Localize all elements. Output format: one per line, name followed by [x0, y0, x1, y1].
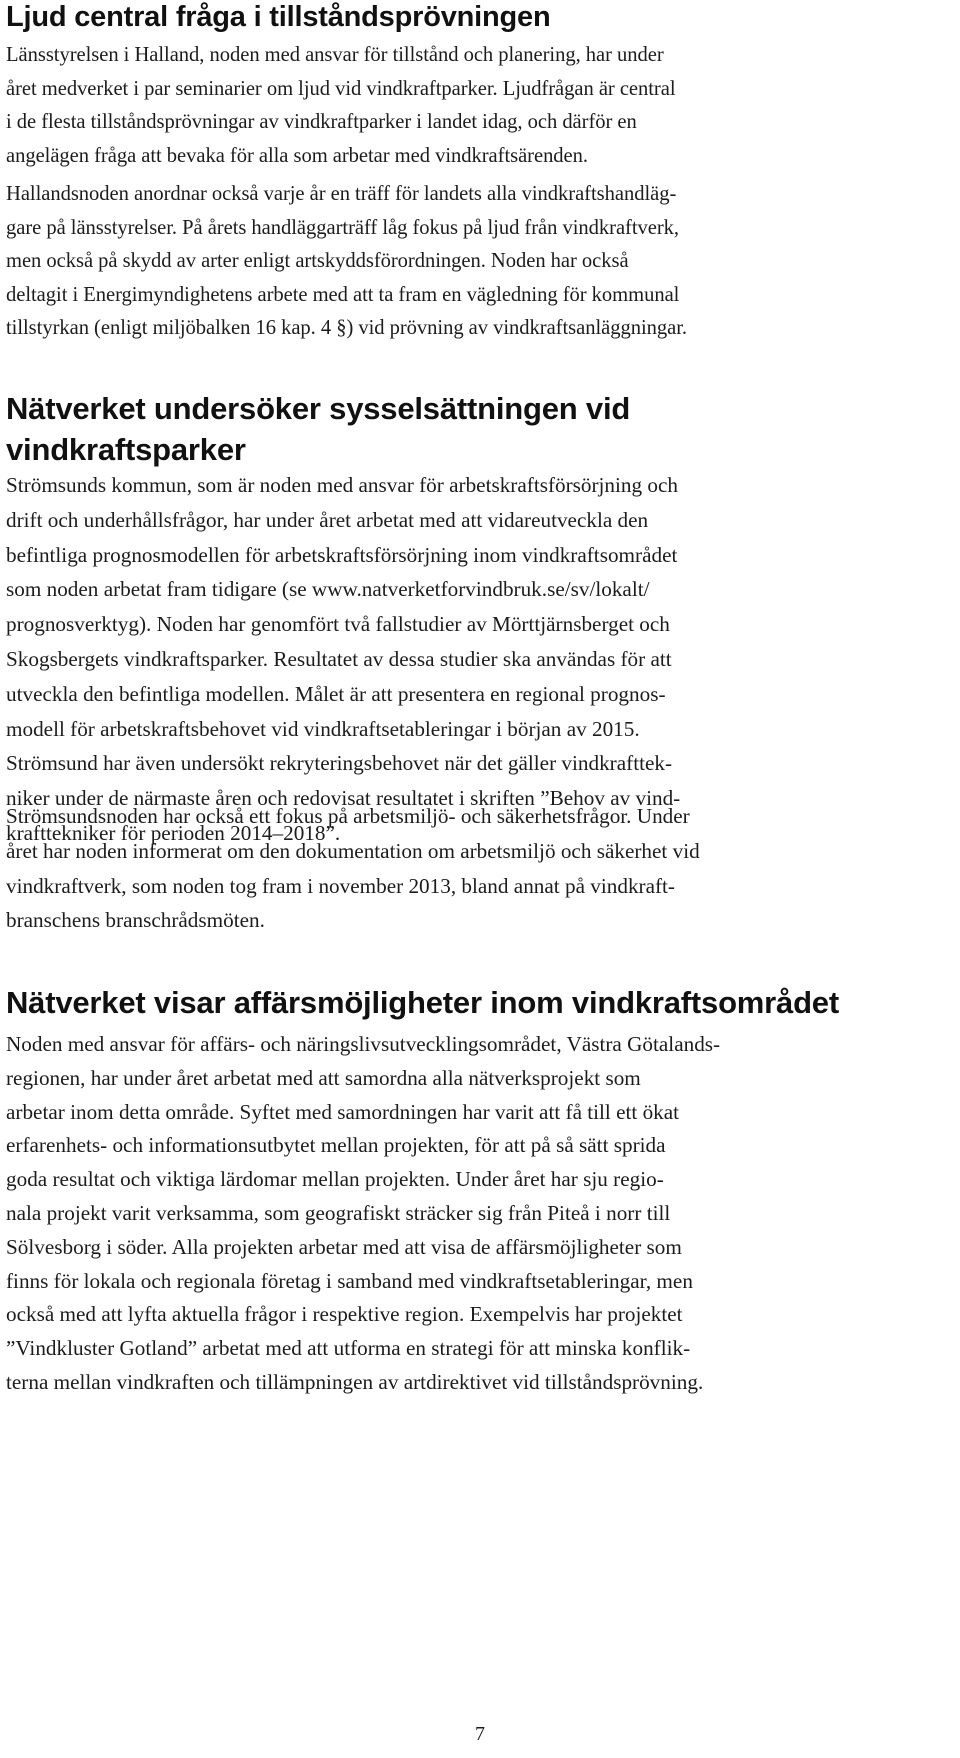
- section-heading-ljud: Ljud central fråga i tillståndsprövningen: [6, 1, 551, 33]
- section-paragraph: Strömsundsnoden har också ett fokus på arbetsmiljö- och säkerhetsfrågor. Under året har noden informerat om den dokumentation om arbetsmiljö och säkerhet vid vindkraftverk, som noden tog fram i november 2013, bland annat på vindkraft- branschens branschrådsmöten.: [6, 804, 700, 933]
- section-paragraph: Strömsunds kommun, som är noden med ansvar för arbetskraftsförsörjning och drift och underhållsfrågor, har under året arbetat med att vidareutveckla den befintliga prognosmodellen för arbetskraftsförsörjning inom vindkraftsområdet som noden arbetat fram tidigare (se www.natverketforvindbruk.se/sv/lokalt/ prognosverktyg). Noden har genomfört två fallstudier av Mörttjärnsberget och Skogsbergets vindkraftsparker. Resultatet av dessa studier ska användas för att utveckla den befintliga modellen. Målet är att presentera en regional prognos- modell för arbetskraftsbehovet vid vindkraftsetableringar i början av 2015. Strömsund har även undersökt rekryteringsbehovet när det gäller vindkrafttek- niker under de närmaste åren och redovisat resultatet i skriften ”Behov av vind- krafttekniker för perioden 2014–2018”.: [6, 473, 681, 845]
- section-paragraph: Länsstyrelsen i Halland, noden med ansvar för tillstånd och planering, har under året medverket i par seminarier om ljud vid vindkraftparker. Ljudfrågan är central i de flesta tillståndsprövningar av vindkraftparker i landet idag, och därför en angelägen fråga att bevaka för alla som arbetar med vindkraftsärenden.: [6, 44, 676, 167]
- section-paragraph: Hallandsnoden anordnar också varje år en träff för landets alla vindkraftshandläg- gare på länsstyrelser. På årets handläggarträff låg fokus på ljud från vindkraftverk, men också på skydd av arter enligt artskyddsförordningen. Noden har också deltagit i Energimyndighetens arbete med att ta fram en vägledning för kommunal tillstyrkan (enligt miljöbalken 16 kap. 4 §) vid prövning av vindkraftsanläggningar.: [6, 183, 687, 339]
- section-paragraph: Noden med ansvar för affärs- och näringslivsutvecklingsområdet, Västra Götalands- regionen, har under året arbetat med att samordna alla nätverksprojekt som arbetar inom detta område. Syftet med samordningen har varit att få till ett ökat erfarenhets- och informationsutbytet mellan projekten, för att på så sätt sprida goda resultat och viktiga lärdomar mellan projekten. Under året har sju regio- nala projekt varit verksamma, som geografiskt sträcker sig från Piteå i norr till Sölvesborg i söder. Alla projekten arbetar med att visa de affärsmöjligheter som finns för lokala och regionala företag i samband med vindkraftsetableringar, men också med att lyfta aktuella frågor i respektive region. Exempelvis har projektet ”Vindkluster Gotland” arbetat med att utforma en strategi för att minska konflik- terna mellan vindkraften och tillämpningen av artdirektivet vid tillståndsprövning.: [6, 1032, 721, 1394]
- page-number: 7: [475, 1723, 485, 1745]
- section-heading-sysselsattning: Nätverket undersöker sysselsättningen vid vindkraftsparker: [6, 391, 631, 467]
- section-heading-affarsmojligheter: Nätverket visar affärsmöjligheter inom vindkraftsområdet: [6, 985, 839, 1020]
